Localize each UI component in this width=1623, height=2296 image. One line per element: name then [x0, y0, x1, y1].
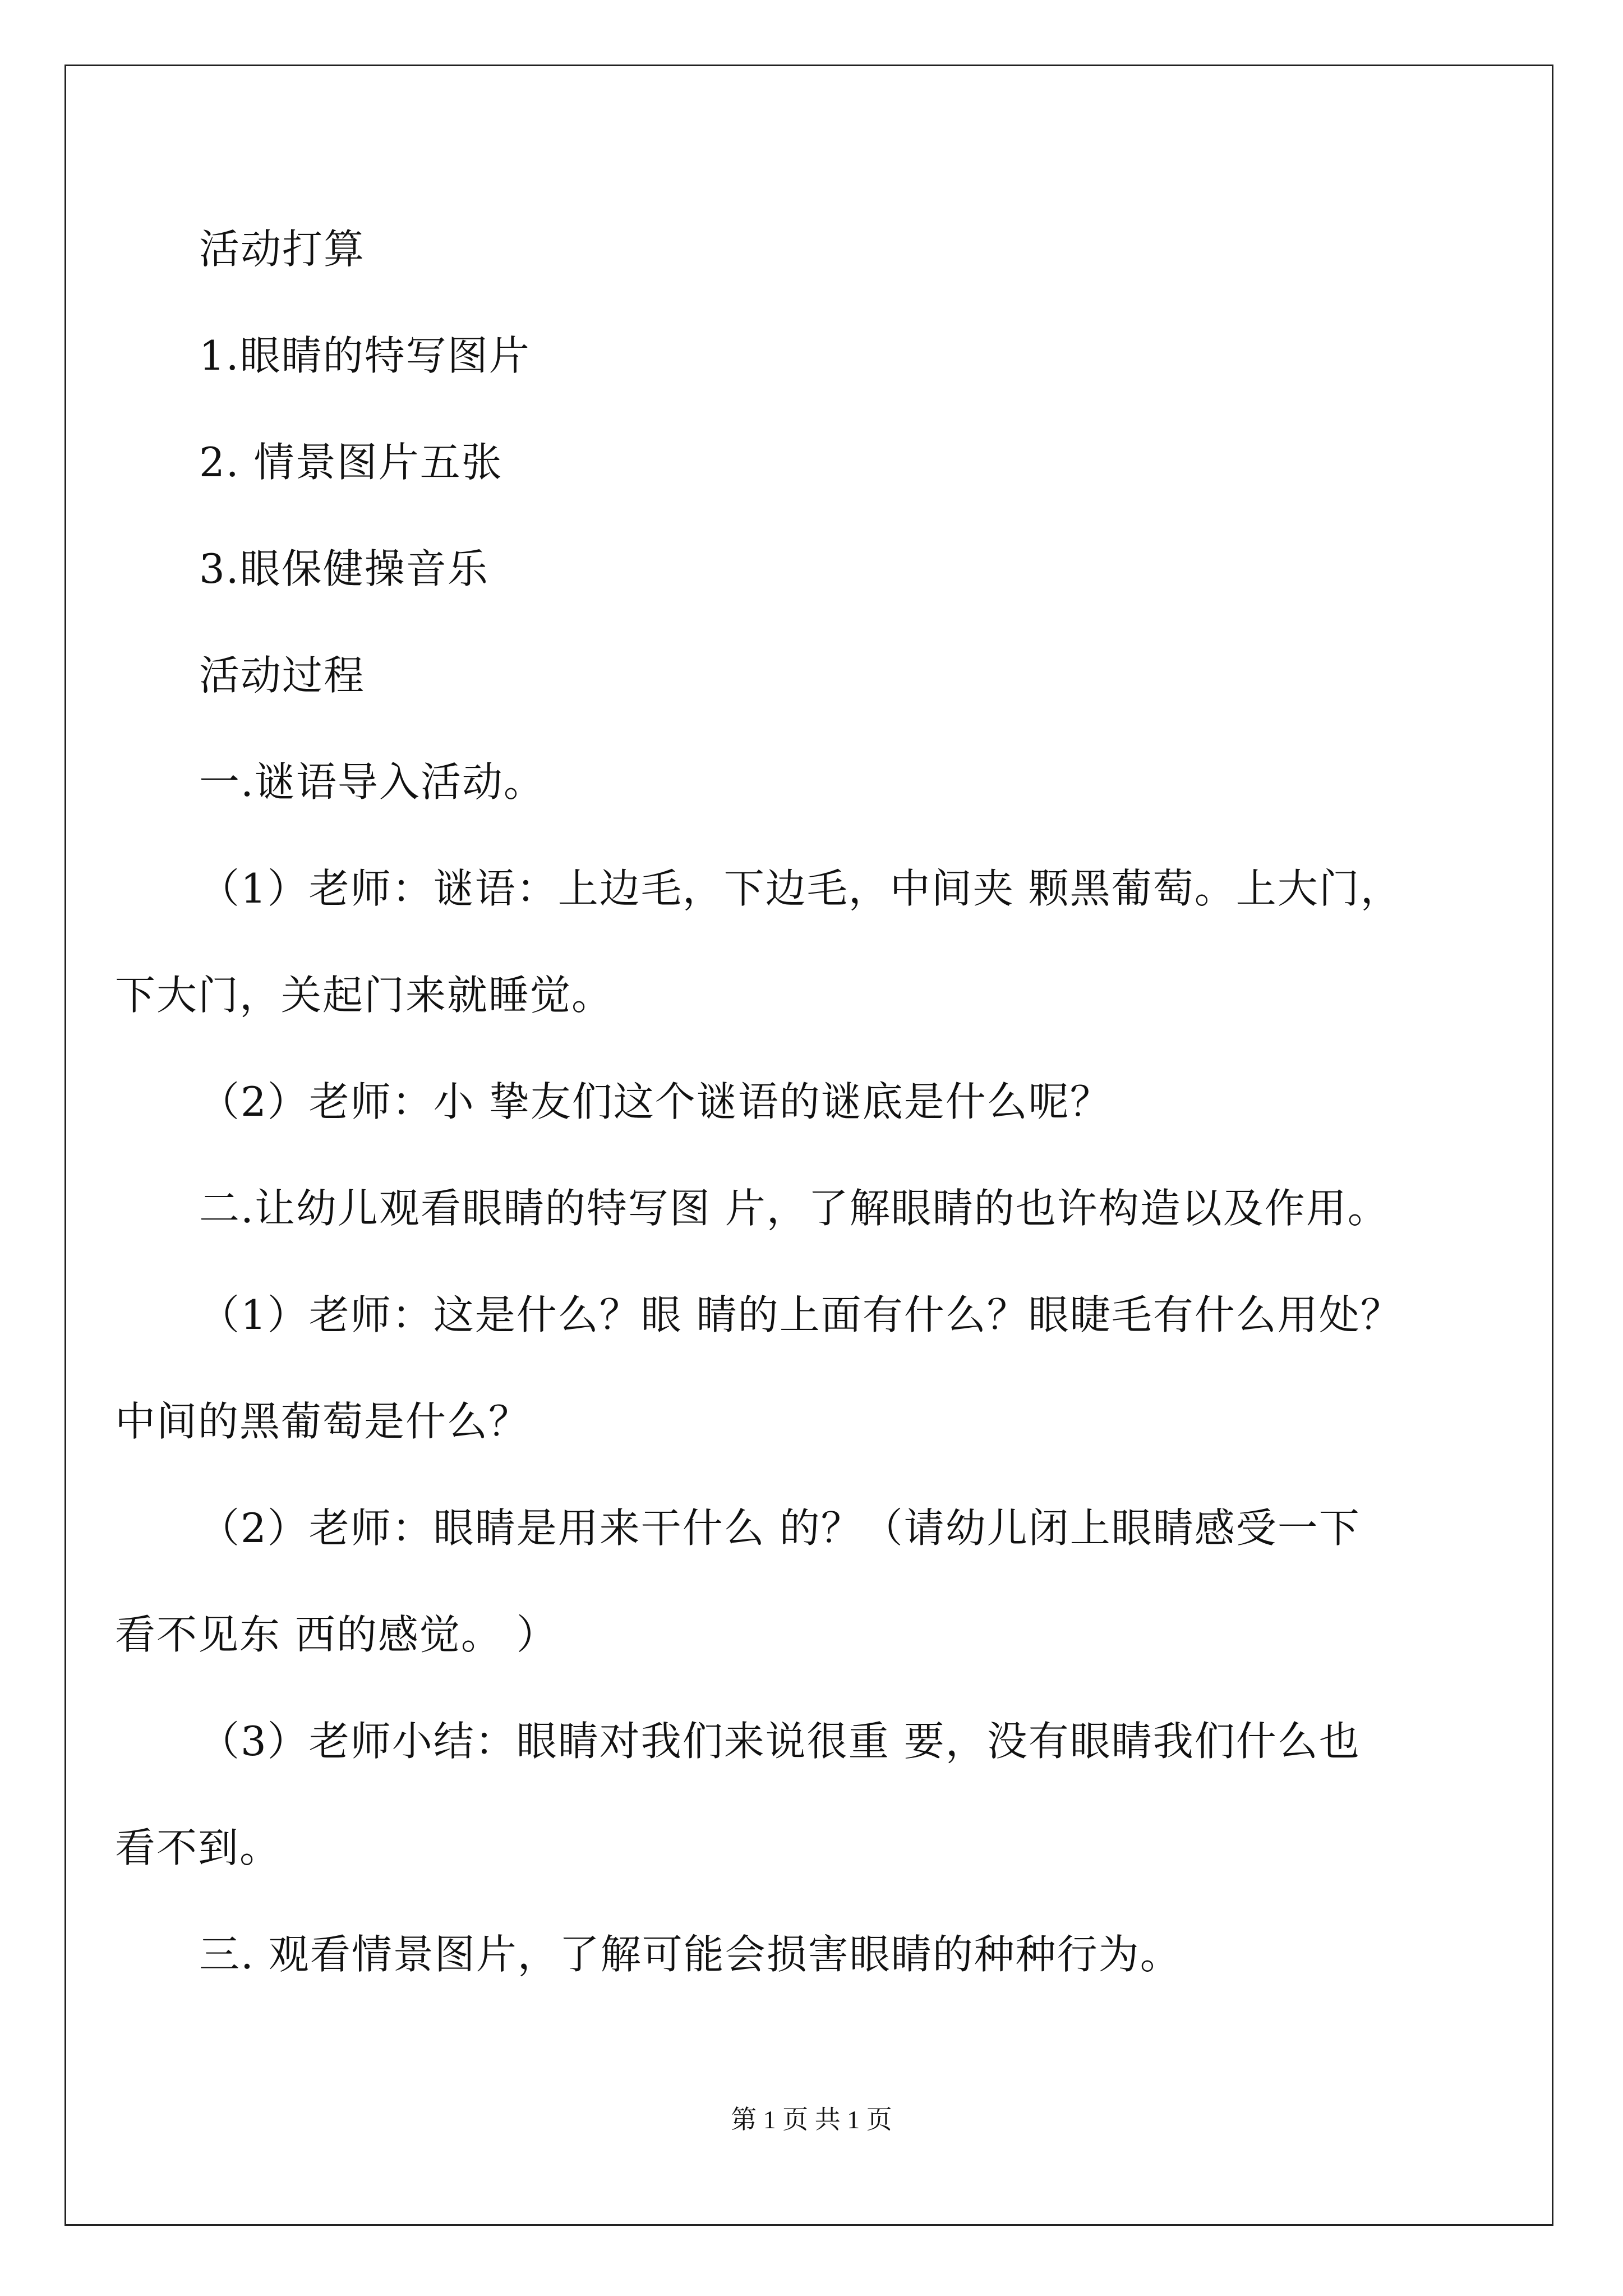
step-1-item-1-cont: 下大门，关起门来就睡觉。 — [115, 972, 614, 1019]
prep-item-3: 3.眼保健操音乐 — [199, 545, 489, 592]
page-number-footer: 第 1 页 共 1 页 — [731, 2105, 892, 2134]
step-1-item-1: （1）老师：谜语：上边毛，下边毛，中间夹 颗黑葡萄。上大门， — [199, 865, 1402, 912]
prep-item-1: 1.眼睛的特写图片 — [199, 332, 531, 379]
step-1-item-2: （2）老师：小 挚友们这个谜语的谜底是什么呢？ — [199, 1078, 1112, 1125]
step-2-heading: 二.让幼儿观看眼睛的特写图 片，了解眼睛的也许构造以及作用。 — [199, 1185, 1389, 1232]
step-2-item-3-cont: 看不到。 — [115, 1824, 282, 1871]
heading-preparation: 活动打算 — [199, 226, 366, 273]
heading-process: 活动过程 — [199, 652, 366, 699]
step-2-item-1: （1）老师：这是什么？眼 睛的上面有什么？眼睫毛有什么用处？ — [199, 1291, 1402, 1338]
step-2-item-3: （3）老师小结：眼睛对我们来说很重 要，没有眼睛我们什么也 — [199, 1718, 1361, 1765]
prep-item-2: 2. 情景图片五张 — [199, 439, 503, 486]
step-2-item-2: （2）老师：眼睛是用来干什么 的？（请幼儿闭上眼睛感受一下 — [199, 1504, 1361, 1552]
step-2-item-1-cont: 中间的黑葡萄是什么？ — [115, 1398, 531, 1445]
step-3-heading: 三. 观看情景图片，了解可能会损害眼睛的种种行为。 — [199, 1931, 1182, 1978]
page-border — [64, 65, 1553, 2226]
step-1-heading: 一.谜语导入活动。 — [199, 758, 545, 806]
step-2-item-2-cont: 看不见东 西的感觉。 ） — [115, 1611, 558, 1658]
